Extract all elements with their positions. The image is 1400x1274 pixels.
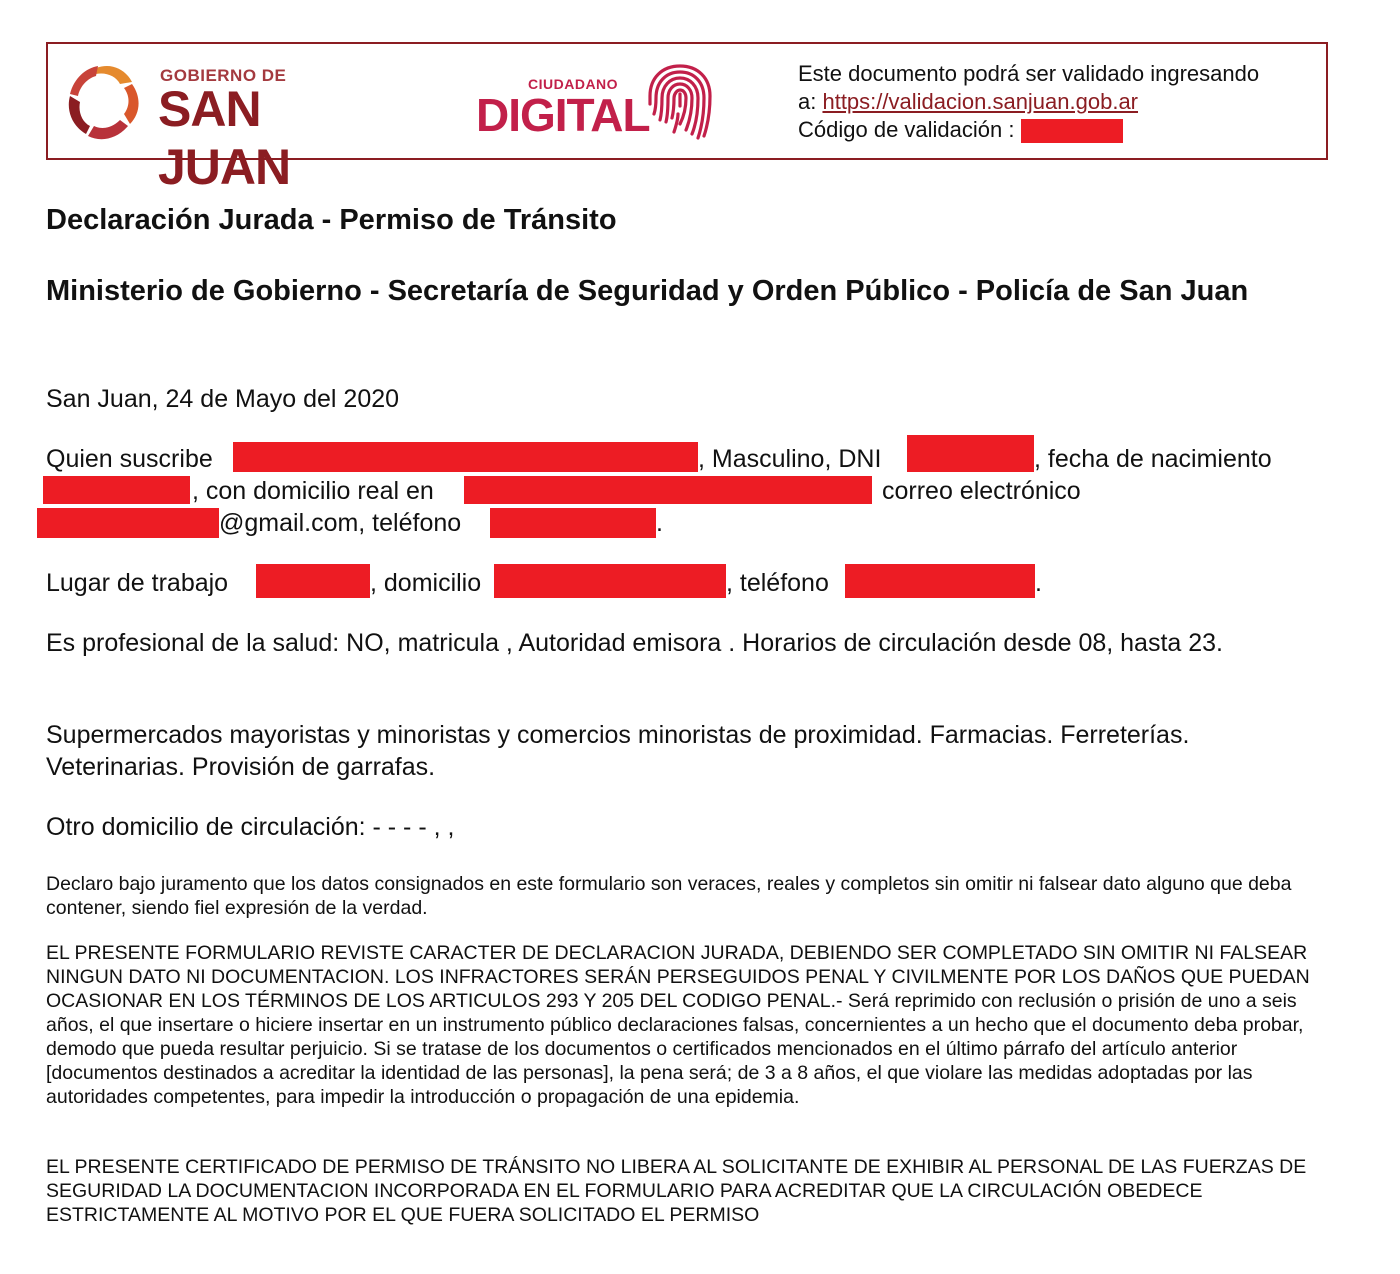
redacted-work-phone	[845, 564, 1035, 598]
health-professional-paragraph: Es profesional de la salud: NO, matricula , Autoridad emisora . Horarios de circulación desde 08, hasta 23.	[46, 629, 1224, 657]
validation-link[interactable]: https://validacion.sanjuan.gob.ar	[822, 89, 1139, 114]
personal-data-line2b	[882, 475, 1081, 507]
p2-text-b: , domicilio	[370, 569, 482, 597]
work-line-d	[1035, 567, 1042, 599]
p2-text-d: .	[1035, 569, 1042, 597]
declaration-paragraph: Declaro bajo juramento que los datos consignados en este formulario son veraces, reales y completos sin omitir ni falsear dato alguno que deba contener, siendo fiel expresión de la verdad.	[46, 873, 1292, 919]
ciudadano-digital-logo	[476, 58, 726, 150]
redacted-workplace	[256, 564, 370, 598]
work-line-c	[726, 567, 829, 599]
p1-text-a: Quien suscribe	[46, 445, 213, 473]
redacted-name	[233, 442, 698, 472]
validation-line1: Este documento podrá ser validado ingresando	[798, 61, 1260, 86]
validation-prefix: a:	[798, 89, 823, 114]
legal-warning-paragraph: EL PRESENTE FORMULARIO REVISTE CARACTER DE DECLARACION JURADA, DEBIENDO SER COMPLETADO SIN OMITIR NI FALSEAR NINGUN DATO NI DOCUMENTACION. LOS INFRACTORES SERÁN PERSEGUIDOS PENAL Y CIVILMENTE POR LOS DAÑOS QUE PUEDAN OCASIONAR EN LOS TÉRMINOS DE LOS ARTICULOS 293 Y 205 DEL CODIGO PENAL.- Será reprimido con reclusión o prisión de uno a seis años, el que insertare o hiciere insertar en un instrumento público declaraciones falsas, concernientes a un hecho que el documento deba probar, demodo que pueda resultar perjuicio. Si se tratase de los documentos o certificados mencionados en el último párrafo del artículo anterior [documentos destinados a acreditar la identidad de las personas], la pena será; de 3 a 8 años, el que violare las medidas adoptadas por las autoridades competentes, para impedir la introducción o propagación de una epidemia.	[46, 942, 1310, 1108]
gov-logo-line1: GOBIERNO DE	[160, 66, 287, 85]
p1-text-f: @gmail.com, teléfono	[219, 509, 462, 537]
validation-line3	[798, 116, 1318, 144]
document-title: Declaración Jurada - Permiso de Tránsito	[46, 204, 617, 236]
work-line-b	[370, 567, 481, 599]
personal-data-line1c	[1034, 443, 1272, 475]
cd-logo-line1: CIUDADANO	[528, 76, 619, 92]
redacted-dni	[907, 435, 1034, 472]
redacted-birthdate	[43, 476, 190, 504]
validation-line2	[798, 88, 1318, 116]
validation-code-label: Código de validación :	[798, 117, 1021, 142]
other-address-line: Otro domicilio de circulación: - - - - , ,	[46, 813, 455, 841]
personal-data-line2a	[192, 475, 434, 507]
p2-text-a: Lugar de trabajo	[46, 569, 229, 597]
gobierno-san-juan-logo	[58, 58, 398, 195]
redacted-email	[37, 508, 219, 538]
validation-info	[798, 60, 1318, 144]
redacted-phone	[490, 508, 656, 538]
personal-data-line1b	[698, 443, 881, 475]
certificate-notice-paragraph: EL PRESENTE CERTIFICADO DE PERMISO DE TRÁNSITO NO LIBERA AL SOLICITANTE DE EXHIBIR AL PERSONAL DE LAS FUERZAS DE SEGURIDAD LA DOCUMENTACION INCORPORADA EN EL FORMULARIO PARA ACREDITAR QUE LA CIRCULACIÓN OBEDECE ESTRICTAMENTE AL MOTIVO POR EL QUE FUERA SOLICITADO EL PERMISO	[46, 1156, 1307, 1226]
p1-text-b: , Masculino, DNI	[698, 445, 882, 473]
redacted-validation-code	[1021, 119, 1123, 143]
activities-paragraph: Supermercados mayoristas y minoristas y comercios minoristas de proximidad. Farmacias. Ferreterías. Veterinarias. Provisión de garrafas.	[46, 721, 1190, 781]
cd-logo-line2: DIGITAL	[476, 89, 650, 141]
p1-text-e: correo electrónico	[882, 477, 1081, 505]
p1-text-c: , fecha de nacimiento	[1034, 445, 1272, 473]
personal-data-line3b	[656, 507, 663, 539]
redacted-address	[464, 476, 872, 504]
personal-data-line3a	[219, 507, 461, 539]
p1-text-g: .	[656, 509, 663, 537]
gov-logo-line2: SAN JUAN	[158, 81, 291, 195]
document-subtitle: Ministerio de Gobierno - Secretaría de Seguridad y Orden Público - Policía de San Juan	[46, 275, 1249, 307]
p2-text-c: , teléfono	[726, 569, 829, 597]
work-line-a	[46, 567, 228, 599]
p1-text-d: , con domicilio real en	[192, 477, 434, 505]
sun-emblem-icon	[58, 58, 154, 148]
fingerprint-icon	[644, 60, 716, 146]
date-line: San Juan, 24 de Mayo del 2020	[46, 385, 400, 413]
redacted-work-address	[494, 564, 726, 598]
